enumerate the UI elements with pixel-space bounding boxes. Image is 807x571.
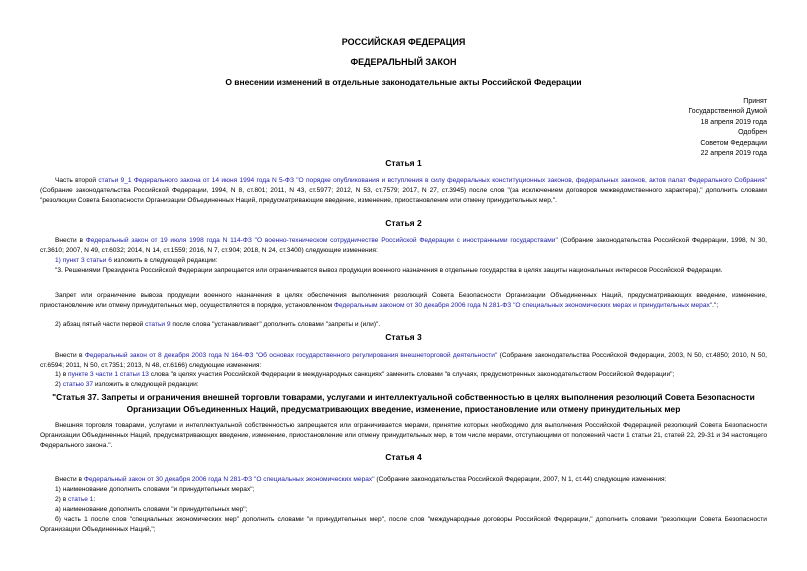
law-link[interactable]: статьи 9 xyxy=(145,321,171,328)
text-fragment: слова "в целях участия Российской Федерации в международных санкциях" заменить словами "в случаях, предусмотренных законодательством Российской Федерации"; xyxy=(148,371,675,378)
text-fragment: 2) абзац пятый части первой xyxy=(55,321,146,328)
text-fragment: Запрет или ограничение вывоза продукции военного назначения в целях обеспечения выполнения резолюций Совета Безопасности Организации Объединенных Наций, предусматривающих введение, изменение, приостановление или отмену принудительных мер, осуществляется в порядке, установленном xyxy=(40,292,767,309)
law-link[interactable]: статью 37 xyxy=(62,381,94,388)
text-fragment: Внести в xyxy=(55,352,85,359)
article-3-item-1 xyxy=(55,370,674,380)
article-2-paragraph xyxy=(40,291,767,311)
text-fragment: изложить в следующей редакции: xyxy=(93,381,199,388)
text-fragment: Часть второй xyxy=(55,177,97,184)
article-2-heading: Статья 2 xyxy=(385,218,422,228)
law-link[interactable]: статье 1 xyxy=(68,496,94,503)
article-37-title: "Статья 37. Запреты и ограничения внешней торговли товарами, услугами и интеллектуальной собственностью в целях выполнения резолюций Совета Безопасности Организации Объединенных Наций, предусматривающих введение, изменение, приостановление или отмену принудительных мер xyxy=(52,392,755,414)
law-link[interactable]: Федеральный закон от 8 декабря 2003 года N 164-ФЗ "Об основах государственного регулирования внешнеторговой деятельности" xyxy=(84,352,498,359)
adoption-line: Одобрен xyxy=(738,129,767,137)
article-4-item-a: а) наименование дополнить словами "и принудительных мер"; xyxy=(55,506,248,513)
text-fragment: : xyxy=(93,496,96,503)
article-4-item-1: 1) наименование дополнить словами "и принудительных мерах"; xyxy=(55,486,255,493)
adoption-line: Советом Федерации xyxy=(700,139,767,147)
text-fragment: 1) в xyxy=(55,371,69,378)
article-3-quote: Внешняя торговля товарами, услугами и интеллектуальной собственностью запрещается или ограничивается мерами, принятие которых необходимо для выполнения Российской Федерацией резолюций Совета Безопасности Организации Объединенных Наций, предусматривающих введение, изменение, приостановление или отмену принудительных мер, в том числе мерами, отступающими от положений части 1 статьи 21, статей 22, 29-31 и 34 настоящего Федерального закона.". xyxy=(40,422,767,449)
law-type-title: ФЕДЕРАЛЬНЫЙ ЗАКОН xyxy=(350,57,457,67)
article-4-item-b: б) часть 1 после слов "специальных экономических мер" дополнить словами "и принудительных мер", после слов "международные договоры Российской Федерации," дополнить словами "резолюции Совета Безопасности Организации Объединенных Наций,"; xyxy=(40,516,767,533)
article-2-quote: "3. Решениями Президента Российской Федерации запрещается или ограничивается вывоз продукции военного назначения в отдельные государства в целях защиты национальных интересов Российской Федерации. xyxy=(55,267,723,274)
text-fragment: (Собрание законодательства Российской Федерации, 1994, N 8, ст.801; 2011, N 43, ст.5977; 2012, N 53, ст.7579; 2017, N 27, ст.3945) после слов "(за исключением договоров межведомственного характера)," дополнить словами "резолюции Совета Безопасности Организации Объединенных Наций, предусматривающие введение, изменение, приостановление или отмену принудительных мер,". xyxy=(40,187,767,204)
article-2-item-2 xyxy=(55,320,380,330)
article-3-heading: Статья 3 xyxy=(385,332,422,342)
text-fragment: изложить в следующей редакции: xyxy=(111,257,218,264)
law-link[interactable]: Федеральный закон от 19 июля 1998 года N 114-ФЗ "О военно-техническом сотрудничестве Российской Федерации с иностранными государствами" xyxy=(85,237,558,244)
article-4-heading: Статья 4 xyxy=(385,452,422,462)
article-4-intro xyxy=(40,475,767,485)
law-link[interactable]: Федеральным законом от 30 декабря 2006 года N 281-ФЗ "О специальных экономических мерах и принудительных мерах" xyxy=(333,302,713,309)
text-fragment: Внести в xyxy=(55,237,86,244)
law-link[interactable]: статьи 9_1 Федерального закона от 14 июня 1994 года N 5-ФЗ "О порядке опубликования и вступления в силу федеральных конституционных законов, федеральных законов, актов палат Федерального Собрания" xyxy=(98,177,767,184)
text-fragment: после слова "устанавливает" дополнить словами "запреты и (или)". xyxy=(170,321,381,328)
text-fragment: (Собрание законодательства Российской Федерации, 2007, N 1, ст.44) следующие изменения: xyxy=(374,476,667,483)
text-fragment: Внести в xyxy=(55,476,84,483)
text-fragment: 2) в xyxy=(55,496,69,503)
adoption-line: 22 апреля 2019 года xyxy=(700,150,767,158)
article-2-item-1 xyxy=(55,256,217,266)
article-1-text xyxy=(40,176,767,206)
law-link[interactable]: 1) пункт 3 статьи 6 xyxy=(55,257,112,264)
country-title: РОССИЙСКАЯ ФЕДЕРАЦИЯ xyxy=(341,37,466,47)
article-3-intro xyxy=(40,351,767,371)
adoption-line: 18 апреля 2019 года xyxy=(700,118,767,126)
article-1-heading: Статья 1 xyxy=(385,158,422,168)
article-4-item-2 xyxy=(55,495,95,505)
text-fragment: 2) xyxy=(55,381,63,388)
article-2-intro xyxy=(40,236,767,256)
text-fragment: (Собрание законодательства Российской Федерации, 1998, N 30, ст.3610; 2007, N 49, ст.6032; 2014, N 14, ст.1559; 2016, N 7, ст.904; 2018, N 24, ст.3400) следующие изменения: xyxy=(40,237,768,254)
law-link[interactable]: Федеральный закон от 30 декабря 2006 года N 281-ФЗ "О специальных экономических мерах" xyxy=(83,476,375,483)
text-fragment: (Собрание законодательства Российской Федерации, 2003, N 50, ст.4850; 2010, N 50, ст.6594; 2011, N 50, ст.7351; 2013, N 48, ст.6166) следующие изменения: xyxy=(40,352,768,369)
text-fragment: ."; xyxy=(712,302,719,309)
adoption-info xyxy=(688,97,767,159)
article-3-item-2 xyxy=(55,380,199,390)
adoption-line: Принят xyxy=(743,98,767,105)
adoption-line: Государственной Думой xyxy=(688,108,767,116)
law-name-title: О внесении изменений в отдельные законодательные акты Российской Федерации xyxy=(225,77,582,87)
law-link[interactable]: пункте 3 части 1 статьи 13 xyxy=(68,371,149,378)
